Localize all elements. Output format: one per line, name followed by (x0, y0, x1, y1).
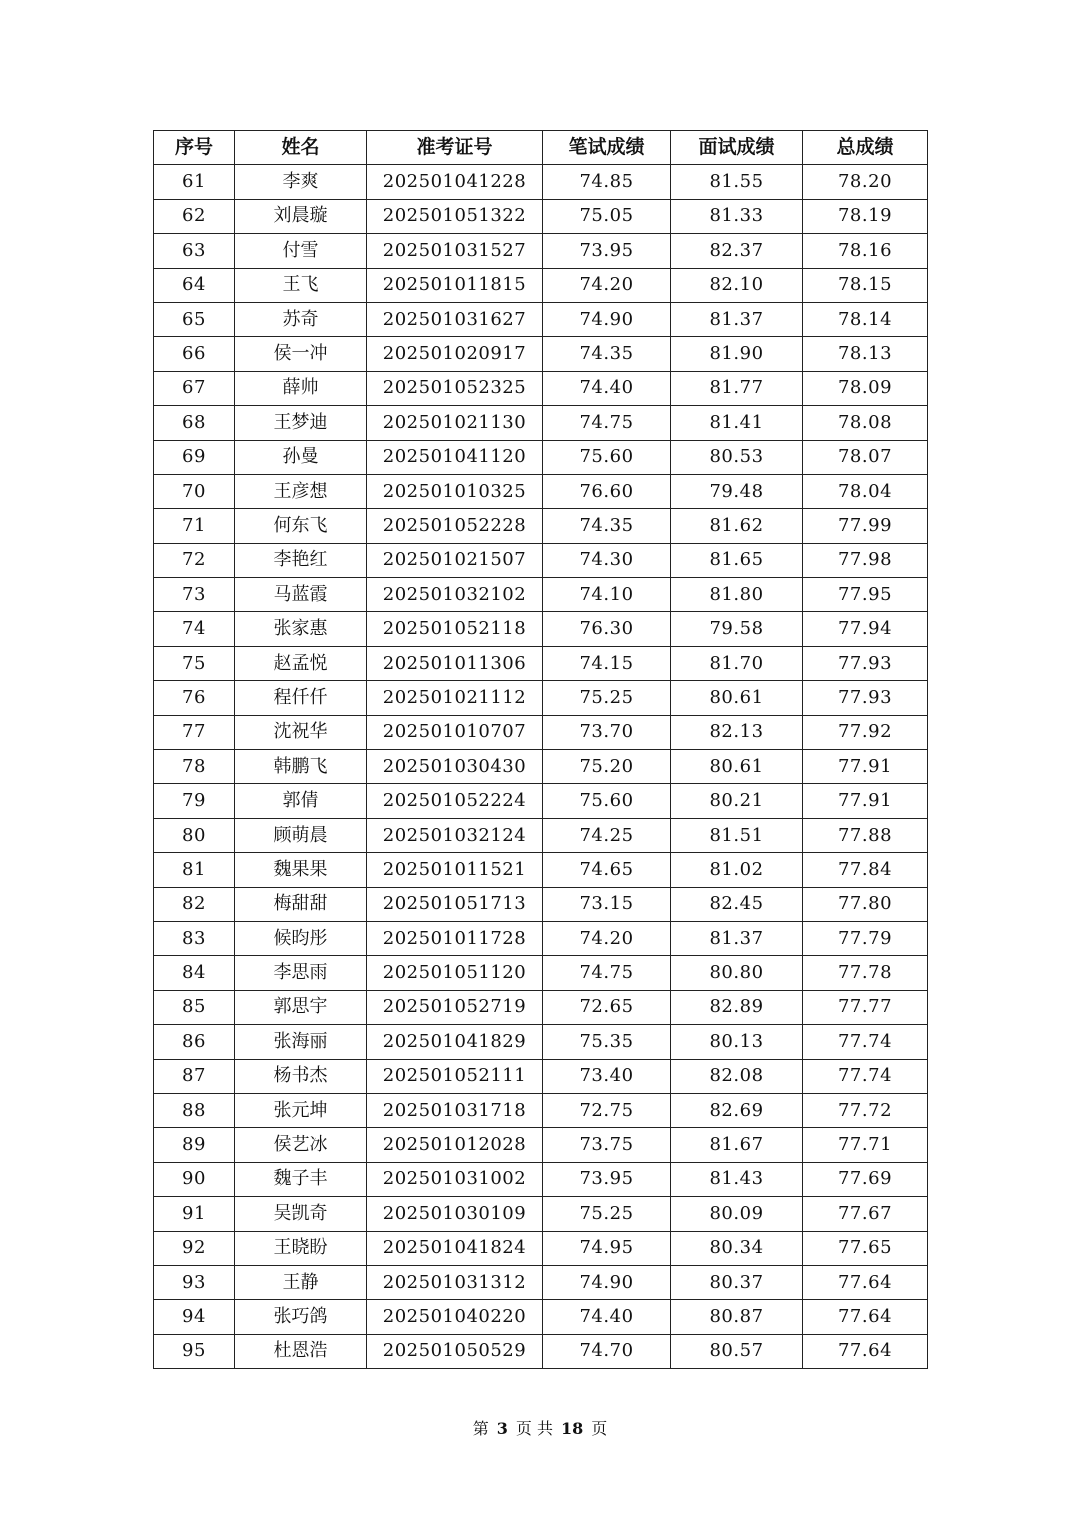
cell-written-score: 74.75 (543, 956, 671, 990)
cell-total-score: 77.71 (803, 1128, 928, 1162)
cell-interview-score: 81.51 (671, 818, 803, 852)
footer-total-pages: 18 (560, 1419, 584, 1438)
table-row (154, 1300, 928, 1334)
cell-exam-id: 202501031002 (367, 1162, 543, 1196)
cell-name: 杨书杰 (235, 1059, 367, 1093)
cell-written-score: 73.15 (543, 887, 671, 921)
cell-seq: 91 (154, 1197, 235, 1231)
cell-exam-id: 202501050529 (367, 1334, 543, 1368)
cell-exam-id: 202501031718 (367, 1093, 543, 1127)
cell-interview-score: 82.89 (671, 990, 803, 1024)
cell-interview-score: 81.43 (671, 1162, 803, 1196)
cell-interview-score: 81.80 (671, 578, 803, 612)
cell-interview-score: 81.37 (671, 302, 803, 336)
cell-exam-id: 202501030430 (367, 750, 543, 784)
cell-total-score: 77.77 (803, 990, 928, 1024)
cell-exam-id: 202501011521 (367, 853, 543, 887)
table-row (154, 1162, 928, 1196)
cell-seq: 74 (154, 612, 235, 646)
cell-interview-score: 80.61 (671, 681, 803, 715)
cell-interview-score: 82.08 (671, 1059, 803, 1093)
cell-written-score: 74.35 (543, 509, 671, 543)
table-row (154, 302, 928, 336)
cell-interview-score: 82.69 (671, 1093, 803, 1127)
cell-name: 付雪 (235, 234, 367, 268)
cell-exam-id: 202501052719 (367, 990, 543, 1024)
cell-exam-id: 202501021112 (367, 681, 543, 715)
cell-total-score: 77.74 (803, 1059, 928, 1093)
cell-total-score: 77.91 (803, 750, 928, 784)
footer-suffix: 页 (591, 1419, 608, 1438)
cell-written-score: 74.35 (543, 337, 671, 371)
cell-written-score: 74.25 (543, 818, 671, 852)
cell-total-score: 77.64 (803, 1265, 928, 1299)
cell-name: 魏子丰 (235, 1162, 367, 1196)
cell-seq: 70 (154, 474, 235, 508)
cell-seq: 71 (154, 509, 235, 543)
table-header-row (154, 131, 928, 165)
cell-name: 薛帅 (235, 371, 367, 405)
cell-name: 何东飞 (235, 509, 367, 543)
cell-seq: 83 (154, 921, 235, 955)
cell-seq: 80 (154, 818, 235, 852)
cell-written-score: 74.40 (543, 1300, 671, 1334)
cell-interview-score: 81.55 (671, 165, 803, 199)
cell-total-score: 77.64 (803, 1300, 928, 1334)
cell-seq: 64 (154, 268, 235, 302)
table-row (154, 199, 928, 233)
cell-total-score: 77.98 (803, 543, 928, 577)
cell-total-score: 78.14 (803, 302, 928, 336)
header-name: 姓名 (235, 131, 367, 165)
cell-written-score: 74.20 (543, 921, 671, 955)
cell-interview-score: 81.65 (671, 543, 803, 577)
table-row (154, 234, 928, 268)
cell-written-score: 75.25 (543, 681, 671, 715)
cell-exam-id: 202501051713 (367, 887, 543, 921)
cell-name: 韩鹏飞 (235, 750, 367, 784)
cell-total-score: 77.95 (803, 578, 928, 612)
cell-interview-score: 80.61 (671, 750, 803, 784)
cell-exam-id: 202501052228 (367, 509, 543, 543)
cell-written-score: 73.70 (543, 715, 671, 749)
cell-seq: 87 (154, 1059, 235, 1093)
cell-name: 李爽 (235, 165, 367, 199)
cell-name: 孙曼 (235, 440, 367, 474)
cell-written-score: 75.20 (543, 750, 671, 784)
table-row (154, 990, 928, 1024)
cell-total-score: 77.67 (803, 1197, 928, 1231)
table-row (154, 1059, 928, 1093)
cell-total-score: 77.72 (803, 1093, 928, 1127)
cell-seq: 66 (154, 337, 235, 371)
cell-written-score: 74.20 (543, 268, 671, 302)
table-row (154, 268, 928, 302)
cell-written-score: 75.60 (543, 784, 671, 818)
cell-written-score: 75.05 (543, 199, 671, 233)
footer-current-page: 3 (496, 1419, 508, 1438)
cell-name: 侯艺冰 (235, 1128, 367, 1162)
table-row (154, 509, 928, 543)
cell-written-score: 74.95 (543, 1231, 671, 1265)
cell-seq: 61 (154, 165, 235, 199)
cell-exam-id: 202501021507 (367, 543, 543, 577)
cell-total-score: 77.94 (803, 612, 928, 646)
table-row (154, 715, 928, 749)
cell-name: 梅甜甜 (235, 887, 367, 921)
table-row (154, 406, 928, 440)
cell-total-score: 77.92 (803, 715, 928, 749)
score-table (153, 130, 928, 1369)
cell-written-score: 74.90 (543, 1265, 671, 1299)
table-row (154, 371, 928, 405)
cell-total-score: 77.93 (803, 646, 928, 680)
cell-name: 郭倩 (235, 784, 367, 818)
cell-name: 刘晨璇 (235, 199, 367, 233)
footer-prefix: 第 (472, 1419, 489, 1438)
table-row (154, 921, 928, 955)
table-row (154, 578, 928, 612)
cell-total-score: 77.84 (803, 853, 928, 887)
cell-seq: 89 (154, 1128, 235, 1162)
cell-total-score: 78.09 (803, 371, 928, 405)
cell-written-score: 74.85 (543, 165, 671, 199)
cell-total-score: 77.78 (803, 956, 928, 990)
cell-written-score: 74.90 (543, 302, 671, 336)
cell-seq: 92 (154, 1231, 235, 1265)
cell-total-score: 78.07 (803, 440, 928, 474)
cell-name: 王晓盼 (235, 1231, 367, 1265)
cell-seq: 65 (154, 302, 235, 336)
cell-total-score: 78.19 (803, 199, 928, 233)
cell-written-score: 73.95 (543, 234, 671, 268)
table-row (154, 1093, 928, 1127)
cell-interview-score: 79.48 (671, 474, 803, 508)
cell-exam-id: 202501020917 (367, 337, 543, 371)
cell-written-score: 73.95 (543, 1162, 671, 1196)
cell-interview-score: 80.21 (671, 784, 803, 818)
cell-seq: 88 (154, 1093, 235, 1127)
cell-exam-id: 202501041120 (367, 440, 543, 474)
cell-exam-id: 202501052111 (367, 1059, 543, 1093)
table-row (154, 1128, 928, 1162)
cell-total-score: 78.04 (803, 474, 928, 508)
table-row (154, 887, 928, 921)
cell-seq: 77 (154, 715, 235, 749)
cell-seq: 69 (154, 440, 235, 474)
cell-exam-id: 202501052224 (367, 784, 543, 818)
table-row (154, 956, 928, 990)
footer-middle: 页 共 (515, 1419, 553, 1438)
table-row (154, 818, 928, 852)
cell-interview-score: 81.70 (671, 646, 803, 680)
page-footer (0, 1416, 1080, 1439)
cell-seq: 84 (154, 956, 235, 990)
cell-name: 杜恩浩 (235, 1334, 367, 1368)
table-row (154, 474, 928, 508)
cell-name: 侯一冲 (235, 337, 367, 371)
cell-seq: 93 (154, 1265, 235, 1299)
cell-seq: 85 (154, 990, 235, 1024)
cell-interview-score: 80.57 (671, 1334, 803, 1368)
table-row (154, 1197, 928, 1231)
table-row (154, 646, 928, 680)
cell-exam-id: 202501021130 (367, 406, 543, 440)
cell-written-score: 74.65 (543, 853, 671, 887)
cell-seq: 81 (154, 853, 235, 887)
cell-seq: 75 (154, 646, 235, 680)
table-row (154, 1334, 928, 1368)
cell-written-score: 72.75 (543, 1093, 671, 1127)
cell-interview-score: 81.67 (671, 1128, 803, 1162)
cell-exam-id: 202501052118 (367, 612, 543, 646)
cell-total-score: 77.88 (803, 818, 928, 852)
cell-written-score: 73.75 (543, 1128, 671, 1162)
cell-name: 吴凯奇 (235, 1197, 367, 1231)
cell-interview-score: 80.87 (671, 1300, 803, 1334)
cell-total-score: 78.16 (803, 234, 928, 268)
header-interview-score: 面试成绩 (671, 131, 803, 165)
table-row (154, 853, 928, 887)
cell-interview-score: 79.58 (671, 612, 803, 646)
cell-name: 魏果果 (235, 853, 367, 887)
cell-total-score: 77.93 (803, 681, 928, 715)
cell-written-score: 76.60 (543, 474, 671, 508)
cell-written-score: 75.35 (543, 1025, 671, 1059)
cell-exam-id: 202501031527 (367, 234, 543, 268)
cell-exam-id: 202501031627 (367, 302, 543, 336)
table-row (154, 337, 928, 371)
cell-exam-id: 202501052325 (367, 371, 543, 405)
table-row (154, 1265, 928, 1299)
cell-interview-score: 80.53 (671, 440, 803, 474)
cell-exam-id: 202501032124 (367, 818, 543, 852)
cell-seq: 62 (154, 199, 235, 233)
cell-interview-score: 80.09 (671, 1197, 803, 1231)
cell-exam-id: 202501041228 (367, 165, 543, 199)
table-row (154, 543, 928, 577)
cell-interview-score: 81.41 (671, 406, 803, 440)
cell-seq: 73 (154, 578, 235, 612)
cell-total-score: 77.79 (803, 921, 928, 955)
header-seq: 序号 (154, 131, 235, 165)
cell-seq: 78 (154, 750, 235, 784)
cell-name: 李艳红 (235, 543, 367, 577)
cell-name: 王彦想 (235, 474, 367, 508)
cell-written-score: 76.30 (543, 612, 671, 646)
cell-seq: 90 (154, 1162, 235, 1196)
cell-exam-id: 202501011815 (367, 268, 543, 302)
cell-name: 顾萌晨 (235, 818, 367, 852)
cell-exam-id: 202501011306 (367, 646, 543, 680)
cell-name: 马蓝霞 (235, 578, 367, 612)
cell-written-score: 75.60 (543, 440, 671, 474)
table-row (154, 440, 928, 474)
cell-total-score: 77.80 (803, 887, 928, 921)
header-total-score: 总成绩 (803, 131, 928, 165)
cell-name: 王梦迪 (235, 406, 367, 440)
cell-name: 张巧鸽 (235, 1300, 367, 1334)
cell-interview-score: 80.13 (671, 1025, 803, 1059)
cell-interview-score: 82.45 (671, 887, 803, 921)
cell-name: 苏奇 (235, 302, 367, 336)
cell-seq: 63 (154, 234, 235, 268)
cell-exam-id: 202501032102 (367, 578, 543, 612)
table-body (154, 165, 928, 1369)
cell-total-score: 77.65 (803, 1231, 928, 1265)
cell-total-score: 78.13 (803, 337, 928, 371)
cell-exam-id: 202501041824 (367, 1231, 543, 1265)
cell-interview-score: 81.02 (671, 853, 803, 887)
cell-interview-score: 81.37 (671, 921, 803, 955)
cell-exam-id: 202501040220 (367, 1300, 543, 1334)
cell-total-score: 77.91 (803, 784, 928, 818)
cell-written-score: 74.15 (543, 646, 671, 680)
cell-interview-score: 81.90 (671, 337, 803, 371)
cell-written-score: 74.75 (543, 406, 671, 440)
cell-written-score: 74.40 (543, 371, 671, 405)
cell-exam-id: 202501051120 (367, 956, 543, 990)
cell-exam-id: 202501010707 (367, 715, 543, 749)
cell-written-score: 74.10 (543, 578, 671, 612)
cell-exam-id: 202501011728 (367, 921, 543, 955)
cell-name: 李思雨 (235, 956, 367, 990)
header-exam-id: 准考证号 (367, 131, 543, 165)
cell-interview-score: 81.77 (671, 371, 803, 405)
cell-written-score: 72.65 (543, 990, 671, 1024)
cell-exam-id: 202501010325 (367, 474, 543, 508)
cell-name: 郭思宇 (235, 990, 367, 1024)
cell-name: 沈祝华 (235, 715, 367, 749)
cell-exam-id: 202501031312 (367, 1265, 543, 1299)
cell-total-score: 77.64 (803, 1334, 928, 1368)
cell-interview-score: 80.80 (671, 956, 803, 990)
cell-written-score: 74.70 (543, 1334, 671, 1368)
cell-interview-score: 82.13 (671, 715, 803, 749)
cell-exam-id: 202501030109 (367, 1197, 543, 1231)
cell-name: 张海丽 (235, 1025, 367, 1059)
cell-name: 候昀彤 (235, 921, 367, 955)
cell-interview-score: 81.33 (671, 199, 803, 233)
cell-interview-score: 80.34 (671, 1231, 803, 1265)
table-row (154, 612, 928, 646)
table-row (154, 1231, 928, 1265)
cell-written-score: 75.25 (543, 1197, 671, 1231)
cell-total-score: 77.74 (803, 1025, 928, 1059)
cell-seq: 82 (154, 887, 235, 921)
cell-seq: 76 (154, 681, 235, 715)
cell-exam-id: 202501041829 (367, 1025, 543, 1059)
cell-seq: 79 (154, 784, 235, 818)
cell-interview-score: 82.37 (671, 234, 803, 268)
cell-written-score: 73.40 (543, 1059, 671, 1093)
cell-seq: 68 (154, 406, 235, 440)
cell-written-score: 74.30 (543, 543, 671, 577)
cell-total-score: 78.20 (803, 165, 928, 199)
cell-interview-score: 81.62 (671, 509, 803, 543)
table-row (154, 750, 928, 784)
cell-total-score: 78.08 (803, 406, 928, 440)
cell-interview-score: 82.10 (671, 268, 803, 302)
cell-seq: 86 (154, 1025, 235, 1059)
cell-name: 程仟仟 (235, 681, 367, 715)
cell-exam-id: 202501012028 (367, 1128, 543, 1162)
cell-name: 张家惠 (235, 612, 367, 646)
table-row (154, 165, 928, 199)
cell-seq: 67 (154, 371, 235, 405)
table-row (154, 681, 928, 715)
cell-total-score: 77.99 (803, 509, 928, 543)
cell-name: 王静 (235, 1265, 367, 1299)
cell-total-score: 78.15 (803, 268, 928, 302)
cell-name: 张元坤 (235, 1093, 367, 1127)
cell-seq: 94 (154, 1300, 235, 1334)
cell-interview-score: 80.37 (671, 1265, 803, 1299)
cell-exam-id: 202501051322 (367, 199, 543, 233)
cell-total-score: 77.69 (803, 1162, 928, 1196)
table-row (154, 1025, 928, 1059)
table-row (154, 784, 928, 818)
cell-name: 王飞 (235, 268, 367, 302)
cell-seq: 95 (154, 1334, 235, 1368)
cell-name: 赵孟悦 (235, 646, 367, 680)
header-written-score: 笔试成绩 (543, 131, 671, 165)
cell-seq: 72 (154, 543, 235, 577)
